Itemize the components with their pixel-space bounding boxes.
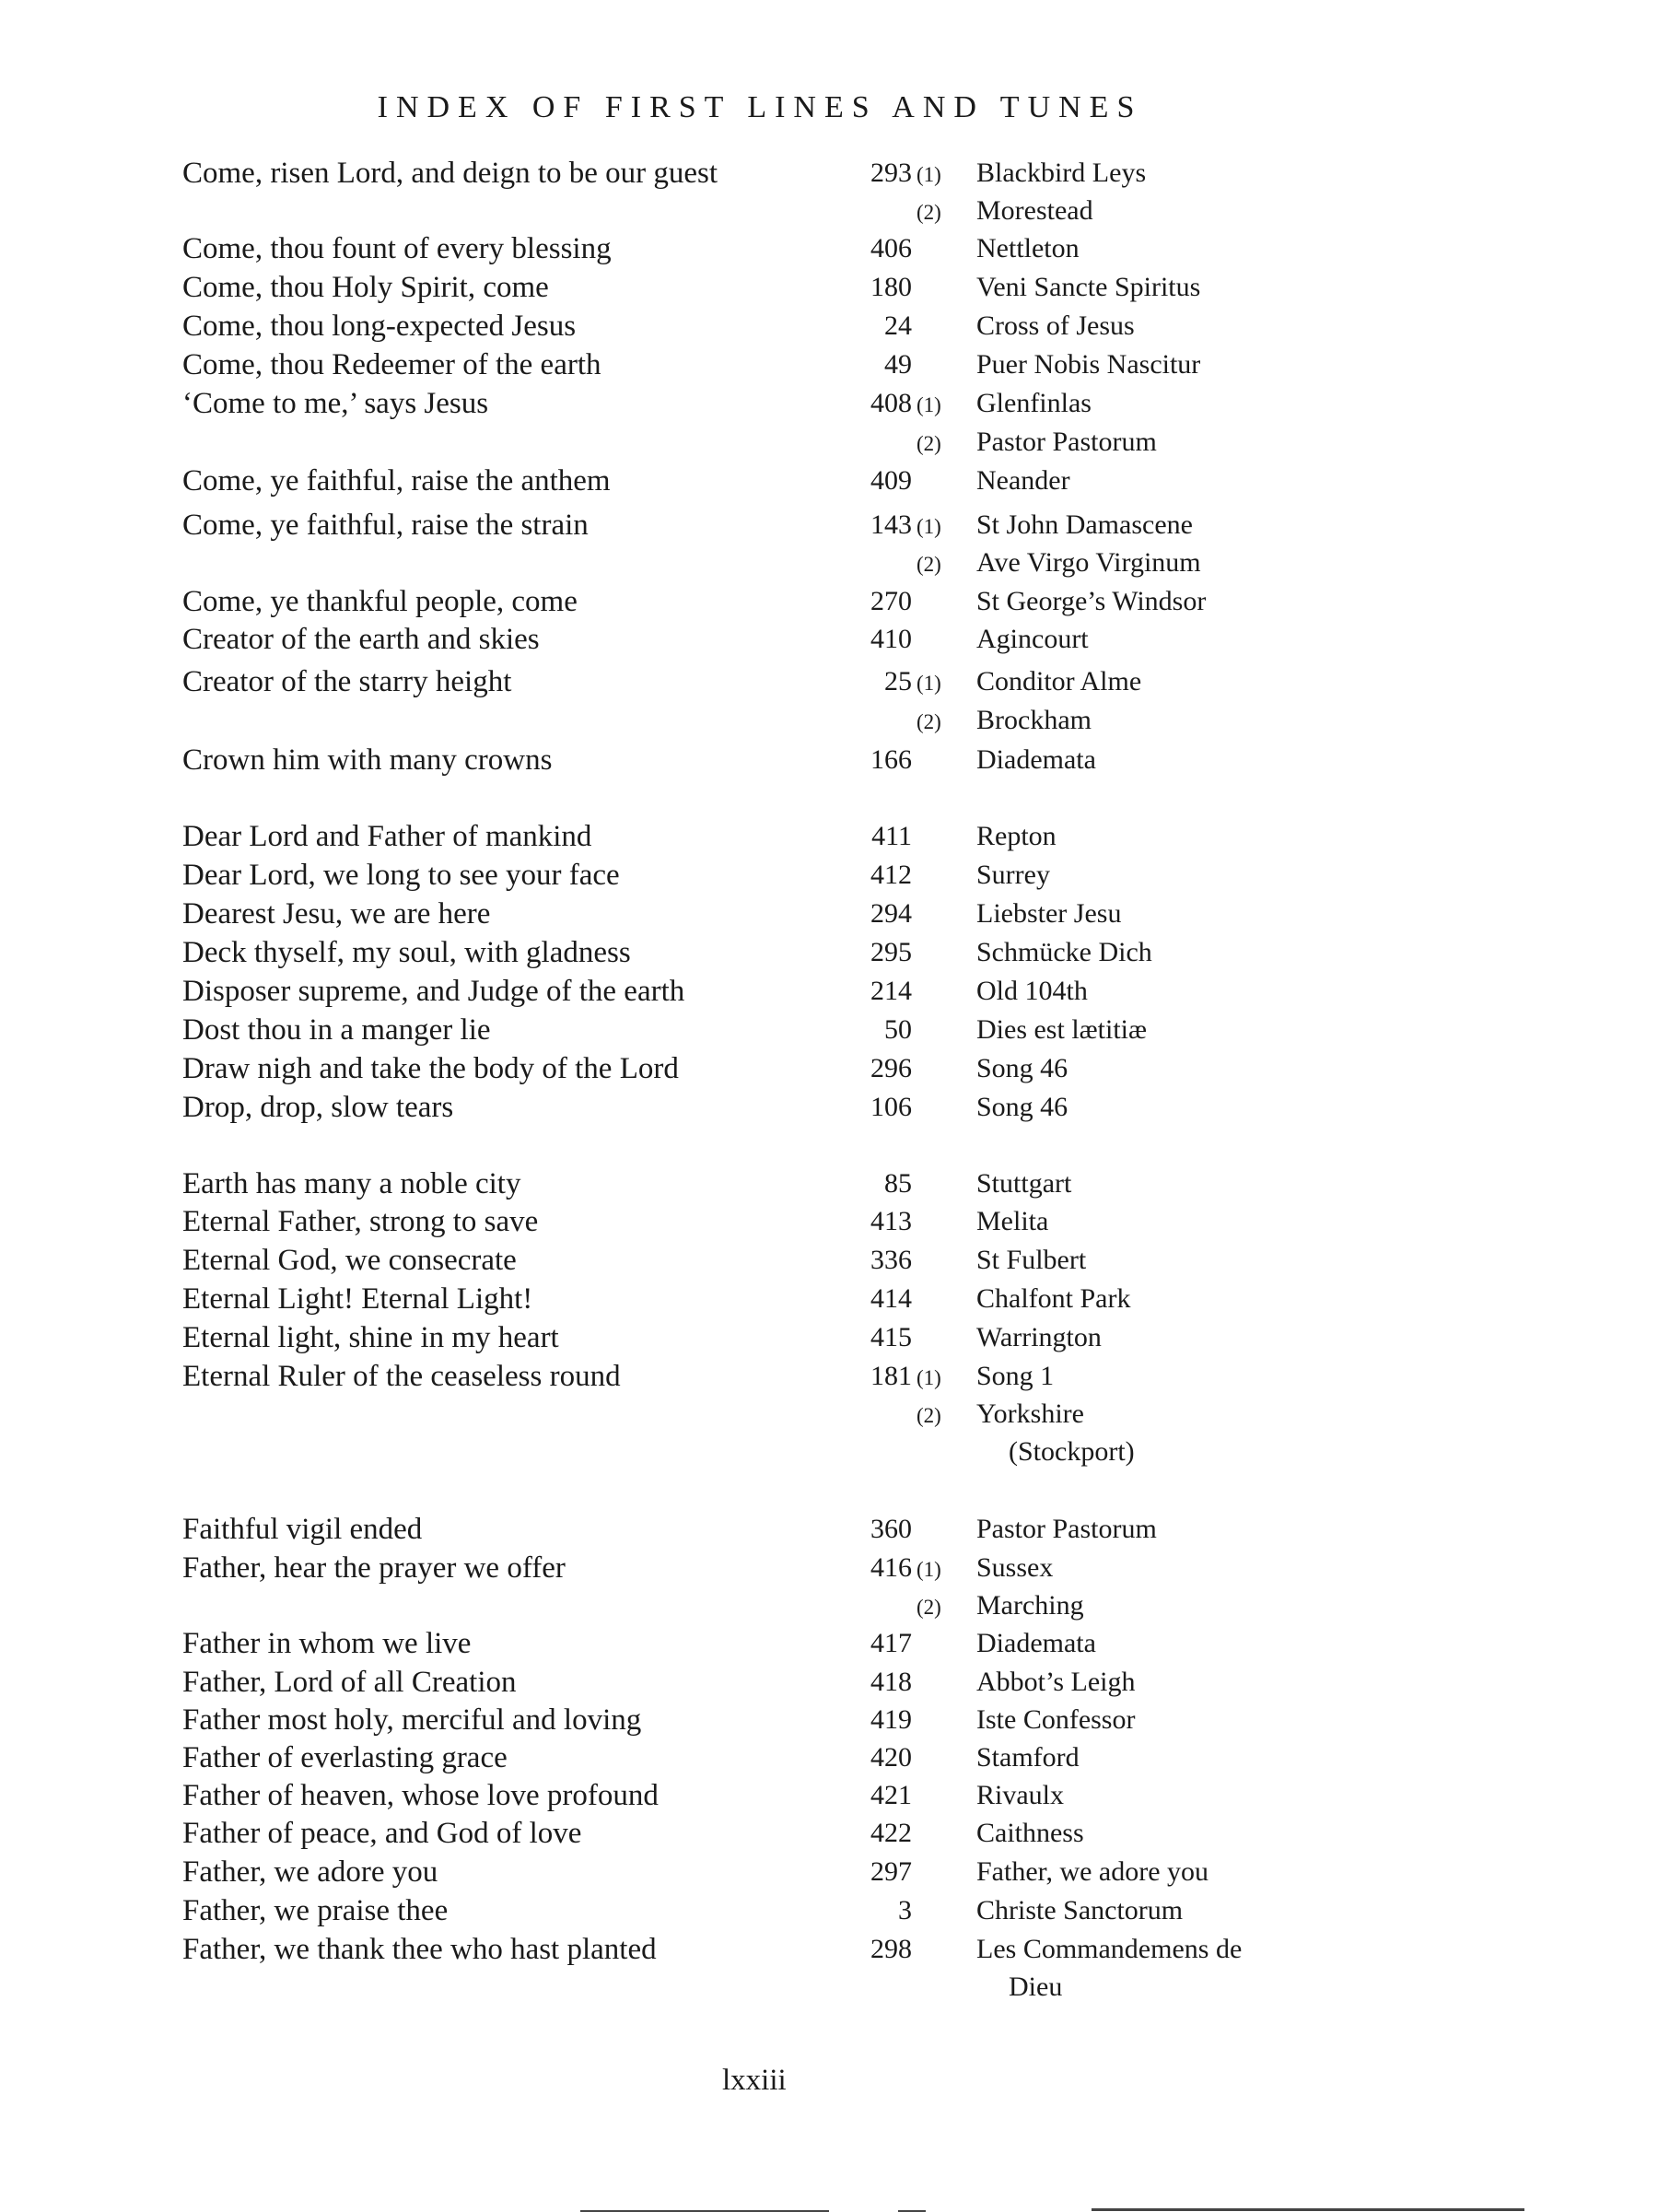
first-line: Come, risen Lord, and deign to be our guest bbox=[182, 157, 718, 190]
tune-name: Puer Nobis Nascitur bbox=[976, 349, 1201, 380]
tune-name: Agincourt bbox=[976, 624, 1089, 654]
index-entry bbox=[0, 1319, 1658, 1356]
hymn-number: 408 bbox=[870, 388, 912, 418]
index-entry bbox=[0, 269, 1658, 306]
index-entry bbox=[0, 1854, 1658, 1890]
tune-variant: (1) bbox=[917, 515, 941, 538]
hymn-number: 336 bbox=[870, 1245, 912, 1275]
index-entry bbox=[0, 1396, 1658, 1433]
first-line: Drop, drop, slow tears bbox=[182, 1091, 454, 1124]
hymn-number: 294 bbox=[870, 898, 912, 929]
first-line: Eternal Light! Eternal Light! bbox=[182, 1282, 533, 1316]
tune-name: Brockham bbox=[976, 705, 1092, 735]
tune-name: Morestead bbox=[976, 195, 1093, 226]
tune-name: Melita bbox=[976, 1206, 1049, 1236]
tune-name: Old 104th bbox=[976, 976, 1088, 1006]
index-entry bbox=[0, 1511, 1658, 1548]
index-entry bbox=[0, 1242, 1658, 1279]
first-line: Father, Lord of all Creation bbox=[182, 1666, 517, 1699]
first-line: Come, thou Redeemer of the earth bbox=[182, 348, 601, 381]
first-line: Come, ye thankful people, come bbox=[182, 585, 578, 618]
tune-name: Liebster Jesu bbox=[976, 898, 1122, 929]
first-line: Father in whom we live bbox=[182, 1627, 472, 1660]
hymn-number: 85 bbox=[884, 1168, 912, 1199]
index-entry bbox=[0, 663, 1658, 700]
tune-variant: (2) bbox=[917, 201, 941, 224]
hymn-number: 417 bbox=[870, 1628, 912, 1658]
tune-name: Dies est lætitiæ bbox=[976, 1014, 1148, 1045]
hymn-number: 410 bbox=[870, 624, 912, 654]
tune-name: Nettleton bbox=[976, 233, 1080, 263]
page-number: lxxiii bbox=[722, 2064, 787, 2097]
tune-variant: (1) bbox=[917, 1366, 941, 1389]
hymn-number: 270 bbox=[870, 586, 912, 616]
tune-variant: (1) bbox=[917, 163, 941, 186]
tune-name: Marching bbox=[976, 1590, 1084, 1621]
index-entry bbox=[0, 1969, 1658, 2006]
index-entry bbox=[0, 230, 1658, 267]
index-entry bbox=[0, 424, 1658, 461]
first-line: Come, ye faithful, raise the anthem bbox=[182, 464, 611, 497]
tune-name: Cross of Jesus bbox=[976, 310, 1135, 341]
index-entry bbox=[0, 1625, 1658, 1662]
tune-name: Les Commandemens de bbox=[976, 1934, 1243, 1964]
hymn-number: 360 bbox=[870, 1514, 912, 1544]
hymn-number: 414 bbox=[870, 1283, 912, 1314]
hymn-number: 295 bbox=[870, 937, 912, 967]
first-line: Eternal light, shine in my heart bbox=[182, 1321, 559, 1354]
index-entry bbox=[0, 1777, 1658, 1814]
index-entry bbox=[0, 193, 1658, 229]
index-entry bbox=[0, 702, 1658, 739]
hymn-number: 166 bbox=[870, 744, 912, 775]
first-line: Father, we adore you bbox=[182, 1855, 438, 1889]
first-line: Come, thou fount of every blessing bbox=[182, 232, 612, 265]
first-line: Earth has many a noble city bbox=[182, 1167, 521, 1200]
tune-name: Chalfont Park bbox=[976, 1283, 1131, 1314]
index-entry bbox=[0, 1587, 1658, 1624]
index-entry bbox=[0, 1050, 1658, 1087]
tune-name: Glenfinlas bbox=[976, 388, 1092, 418]
first-line: Dear Lord and Father of mankind bbox=[182, 820, 592, 853]
hymn-number: 298 bbox=[870, 1934, 912, 1964]
tune-name: Schmücke Dich bbox=[976, 937, 1152, 967]
first-line: Creator of the starry height bbox=[182, 665, 512, 698]
tune-name: Stamford bbox=[976, 1742, 1080, 1773]
index-entry bbox=[0, 544, 1658, 581]
hymn-number: 418 bbox=[870, 1667, 912, 1697]
tune-variant: (2) bbox=[917, 1596, 941, 1619]
index-entry bbox=[0, 1165, 1658, 1202]
hymn-number: 422 bbox=[870, 1818, 912, 1848]
index-entry bbox=[0, 742, 1658, 778]
first-line: Eternal Ruler of the ceaseless round bbox=[182, 1360, 621, 1393]
first-line: Eternal Father, strong to save bbox=[182, 1205, 539, 1238]
tune-variant: (2) bbox=[917, 1404, 941, 1427]
index-entry bbox=[0, 155, 1658, 192]
index-entry bbox=[0, 934, 1658, 971]
first-line: Disposer supreme, and Judge of the earth bbox=[182, 975, 685, 1008]
tune-name: Veni Sancte Spiritus bbox=[976, 272, 1201, 302]
tune-name: Dieu bbox=[1009, 1972, 1063, 2002]
first-line: Dear Lord, we long to see your face bbox=[182, 859, 620, 892]
first-line: Father, we thank thee who hast planted bbox=[182, 1933, 657, 1966]
hymn-number: 180 bbox=[870, 272, 912, 302]
index-entry bbox=[0, 583, 1658, 620]
tune-variant: (2) bbox=[917, 710, 941, 733]
hymn-number: 296 bbox=[870, 1053, 912, 1083]
first-line: Father most holy, merciful and loving bbox=[182, 1703, 642, 1737]
tune-name: Pastor Pastorum bbox=[976, 1514, 1157, 1544]
tune-variant: (2) bbox=[917, 553, 941, 576]
hymn-number: 409 bbox=[870, 465, 912, 496]
first-line: Eternal God, we consecrate bbox=[182, 1244, 517, 1277]
index-entry bbox=[0, 1739, 1658, 1776]
hymn-number: 181 bbox=[870, 1361, 912, 1391]
index-entry bbox=[0, 1664, 1658, 1701]
tune-name: Yorkshire bbox=[976, 1399, 1084, 1429]
tune-name: Pastor Pastorum bbox=[976, 427, 1157, 457]
first-line: Dost thou in a manger lie bbox=[182, 1013, 491, 1047]
first-line: Faithful vigil ended bbox=[182, 1513, 423, 1546]
index-entry bbox=[0, 385, 1658, 422]
hymn-number: 106 bbox=[870, 1092, 912, 1122]
first-line: Father of heaven, whose love profound bbox=[182, 1779, 659, 1812]
tune-name: Rivaulx bbox=[976, 1780, 1064, 1810]
first-line: Deck thyself, my soul, with gladness bbox=[182, 936, 631, 969]
tune-name: Warrington bbox=[976, 1322, 1102, 1352]
tune-name: Abbot’s Leigh bbox=[976, 1667, 1136, 1697]
hymn-number: 49 bbox=[884, 349, 912, 380]
tune-name: Stuttgart bbox=[976, 1168, 1072, 1199]
index-entry bbox=[0, 1012, 1658, 1048]
hymn-number: 24 bbox=[884, 310, 912, 341]
first-line: ‘Come to me,’ says Jesus bbox=[182, 387, 489, 420]
tune-variant: (1) bbox=[917, 393, 941, 416]
index-entry bbox=[0, 1815, 1658, 1852]
tune-name: Caithness bbox=[976, 1818, 1084, 1848]
hymn-number: 3 bbox=[898, 1895, 912, 1925]
first-line: Father of peace, and God of love bbox=[182, 1817, 582, 1850]
first-line: Father, hear the prayer we offer bbox=[182, 1551, 566, 1585]
tune-name: St George’s Windsor bbox=[976, 586, 1207, 616]
first-line: Dearest Jesu, we are here bbox=[182, 897, 491, 930]
tune-name: Blackbird Leys bbox=[976, 158, 1147, 188]
tune-name: Song 1 bbox=[976, 1361, 1055, 1391]
index-entry bbox=[0, 1892, 1658, 1929]
hymn-number: 293 bbox=[870, 158, 912, 188]
tune-name: Ave Virgo Virginum bbox=[976, 547, 1201, 578]
hymn-number: 411 bbox=[871, 821, 912, 851]
hymn-number: 419 bbox=[870, 1704, 912, 1735]
hymn-number: 25 bbox=[884, 666, 912, 696]
tune-name: (Stockport) bbox=[1009, 1436, 1135, 1467]
index-entry bbox=[0, 857, 1658, 894]
tune-variant: (1) bbox=[917, 1558, 941, 1581]
hymn-number: 406 bbox=[870, 233, 912, 263]
hymn-number: 421 bbox=[870, 1780, 912, 1810]
tune-variant: (1) bbox=[917, 672, 941, 695]
hymn-number: 214 bbox=[870, 976, 912, 1006]
tune-name: Christe Sanctorum bbox=[976, 1895, 1184, 1925]
first-line: Creator of the earth and skies bbox=[182, 623, 540, 656]
hymn-number: 416 bbox=[870, 1552, 912, 1583]
tune-name: Surrey bbox=[976, 860, 1050, 890]
index-entry bbox=[0, 1702, 1658, 1738]
tune-name: Song 46 bbox=[976, 1092, 1068, 1122]
tune-name: St Fulbert bbox=[976, 1245, 1087, 1275]
index-entry bbox=[0, 818, 1658, 855]
hymn-number: 143 bbox=[870, 509, 912, 540]
first-line: Father, we praise thee bbox=[182, 1894, 449, 1927]
hymn-number: 420 bbox=[870, 1742, 912, 1773]
index-entry bbox=[0, 462, 1658, 499]
index-entry bbox=[0, 308, 1658, 345]
hymn-number: 50 bbox=[884, 1014, 912, 1045]
index-entry bbox=[0, 1089, 1658, 1126]
first-line: Come, thou long-expected Jesus bbox=[182, 310, 577, 343]
index-entry bbox=[0, 1358, 1658, 1395]
first-line: Crown him with many crowns bbox=[182, 743, 553, 777]
hymn-number: 412 bbox=[870, 860, 912, 890]
tune-name: Father, we adore you bbox=[976, 1856, 1209, 1887]
tune-name: Diademata bbox=[976, 1628, 1096, 1658]
tune-name: Neander bbox=[976, 465, 1070, 496]
tune-name: St John Damascene bbox=[976, 509, 1193, 540]
tune-name: Conditor Alme bbox=[976, 666, 1142, 696]
first-line: Come, ye faithful, raise the strain bbox=[182, 509, 589, 542]
first-line: Father of everlasting grace bbox=[182, 1741, 508, 1774]
index-entry bbox=[0, 1281, 1658, 1317]
index-entry bbox=[0, 895, 1658, 932]
first-line: Draw nigh and take the body of the Lord bbox=[182, 1052, 679, 1085]
tune-name: Repton bbox=[976, 821, 1057, 851]
index-entry bbox=[0, 1434, 1658, 1470]
hymn-number: 297 bbox=[870, 1856, 912, 1887]
index-entry bbox=[0, 621, 1658, 658]
page-title: INDEX OF FIRST LINES AND TUNES bbox=[377, 90, 1143, 124]
index-entry bbox=[0, 507, 1658, 544]
hymn-number: 415 bbox=[870, 1322, 912, 1352]
tune-variant: (2) bbox=[917, 432, 941, 455]
tune-name: Sussex bbox=[976, 1552, 1054, 1583]
tune-name: Iste Confessor bbox=[976, 1704, 1136, 1735]
tune-name: Song 46 bbox=[976, 1053, 1068, 1083]
index-entry bbox=[0, 1203, 1658, 1240]
index-entry bbox=[0, 346, 1658, 383]
tune-name: Diademata bbox=[976, 744, 1096, 775]
first-line: Come, thou Holy Spirit, come bbox=[182, 271, 549, 304]
index-entry bbox=[0, 973, 1658, 1010]
hymn-number: 413 bbox=[870, 1206, 912, 1236]
index-entry bbox=[0, 1931, 1658, 1968]
index-entry bbox=[0, 1550, 1658, 1586]
